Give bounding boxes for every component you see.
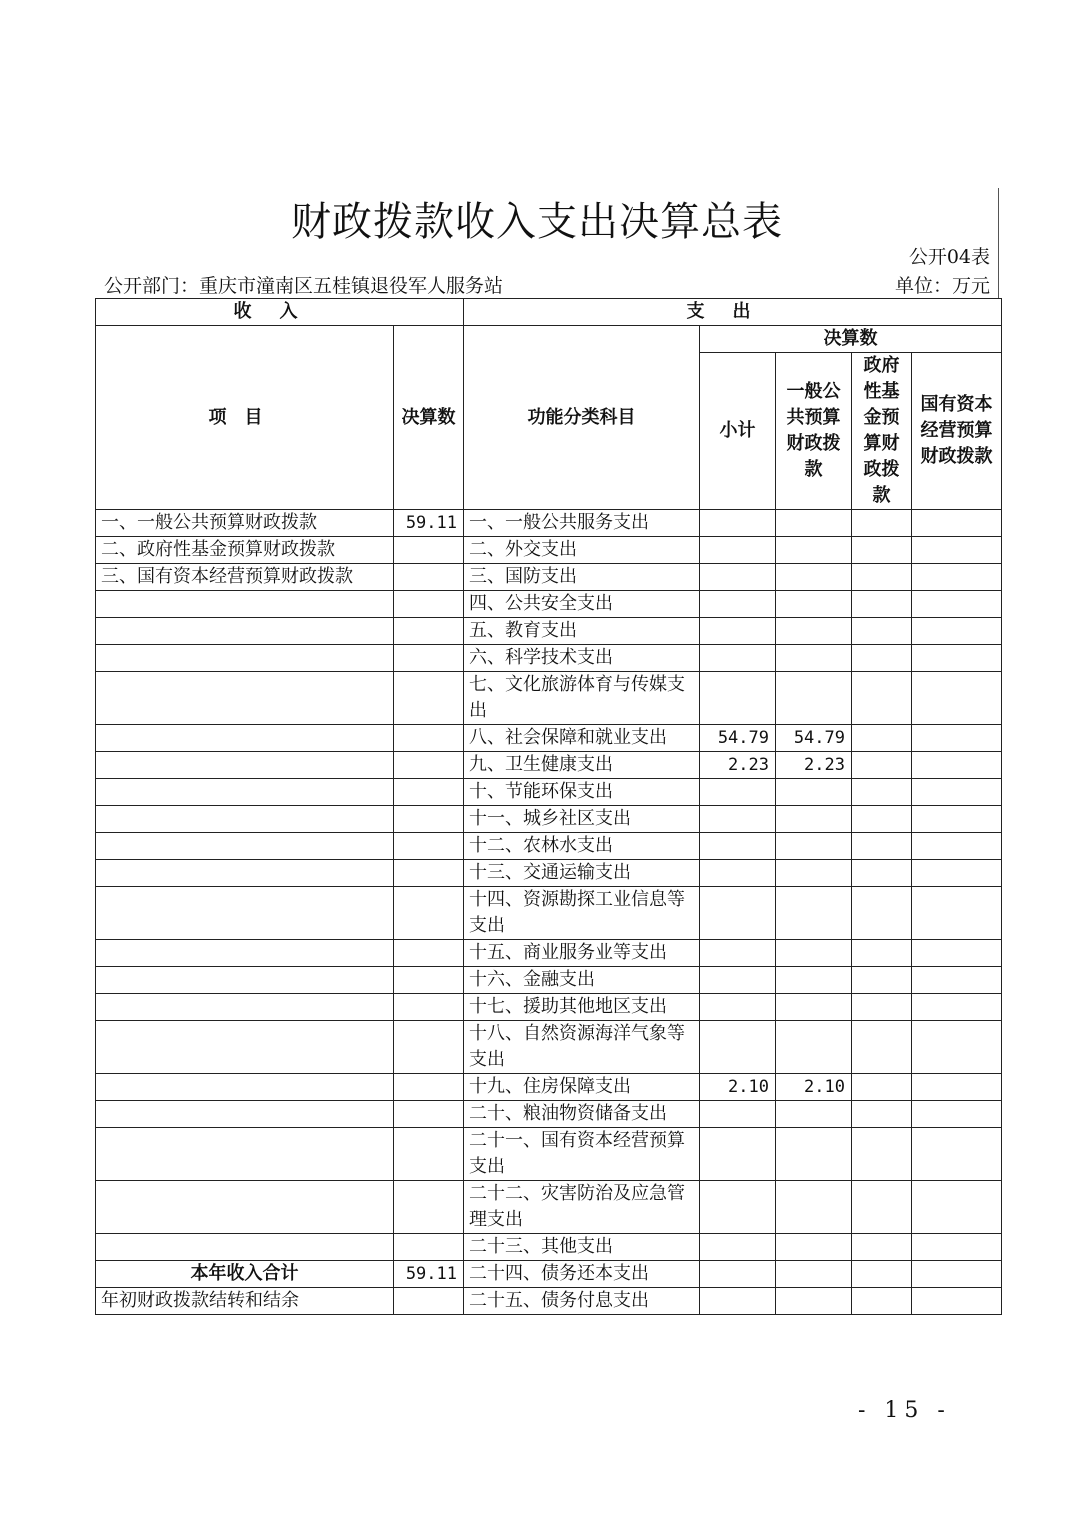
function-class-column-header: 功能分类科目	[464, 326, 700, 510]
page-number: - 15 -	[858, 1398, 951, 1423]
expense-item-cell: 七、文化旅游体育与传媒支出	[464, 672, 700, 725]
table-row	[96, 1234, 1002, 1261]
gov-fund-cell	[852, 887, 912, 940]
expense-item-cell: 十七、援助其他地区支出	[464, 994, 700, 1021]
general-budget-cell	[776, 1288, 852, 1315]
income-amount-cell	[394, 1234, 464, 1261]
general-budget-cell	[776, 994, 852, 1021]
gov-fund-cell	[852, 618, 912, 645]
gov-fund-cell	[852, 537, 912, 564]
subtotal-cell	[700, 645, 776, 672]
income-item-cell	[96, 752, 394, 779]
column-header-row	[96, 326, 1002, 353]
general-budget-cell: 2.23	[776, 752, 852, 779]
general-budget-cell	[776, 591, 852, 618]
table-row	[96, 672, 1002, 725]
expense-section-header: 支出	[464, 299, 1002, 326]
expense-item-cell: 四、公共安全支出	[464, 591, 700, 618]
gov-fund-cell	[852, 564, 912, 591]
income-amount-cell	[394, 1288, 464, 1315]
table-row	[96, 591, 1002, 618]
state-capital-cell	[912, 833, 1002, 860]
subtotal-cell	[700, 1021, 776, 1074]
table-row	[96, 510, 1002, 537]
expense-item-cell: 二十、粮油物资储备支出	[464, 1101, 700, 1128]
general-budget-cell	[776, 833, 852, 860]
budget-summary-table	[95, 298, 1002, 1315]
income-amount-cell: 59.11	[394, 510, 464, 537]
expense-item-cell: 一、一般公共服务支出	[464, 510, 700, 537]
subtotal-cell	[700, 1101, 776, 1128]
expense-item-cell: 十三、交通运输支出	[464, 860, 700, 887]
expense-item-cell: 二十二、灾害防治及应急管理支出	[464, 1181, 700, 1234]
subtotal-cell	[700, 537, 776, 564]
expense-item-cell: 三、国防支出	[464, 564, 700, 591]
income-amount-cell	[394, 806, 464, 833]
income-amount-cell	[394, 725, 464, 752]
subtotal-cell	[700, 618, 776, 645]
income-item-cell	[96, 994, 394, 1021]
general-budget-cell	[776, 1128, 852, 1181]
expense-item-cell: 六、科学技术支出	[464, 645, 700, 672]
subtotal-cell	[700, 1128, 776, 1181]
subtotal-cell	[700, 510, 776, 537]
state-capital-cell	[912, 618, 1002, 645]
subtotal-cell	[700, 967, 776, 994]
document-title: 财政拨款收入支出决算总表	[291, 199, 783, 245]
expense-item-cell: 八、社会保障和就业支出	[464, 725, 700, 752]
general-budget-cell	[776, 806, 852, 833]
state-capital-cell	[912, 806, 1002, 833]
income-item-cell	[96, 1128, 394, 1181]
subtotal-cell: 2.23	[700, 752, 776, 779]
subtotal-cell	[700, 564, 776, 591]
expense-item-cell: 十五、商业服务业等支出	[464, 940, 700, 967]
general-budget-cell	[776, 564, 852, 591]
income-item-cell: 一、一般公共预算财政拨款	[96, 510, 394, 537]
subtotal-column-header: 小计	[700, 353, 776, 510]
general-budget-cell	[776, 779, 852, 806]
income-item-cell	[96, 1234, 394, 1261]
gov-fund-cell	[852, 806, 912, 833]
income-item-cell	[96, 1181, 394, 1234]
subtotal-cell	[700, 779, 776, 806]
state-capital-cell	[912, 725, 1002, 752]
general-budget-cell	[776, 887, 852, 940]
general-budget-cell: 2.10	[776, 1074, 852, 1101]
state-capital-cell	[912, 1181, 1002, 1234]
income-amount-cell	[394, 645, 464, 672]
table-row	[96, 537, 1002, 564]
gov-fund-cell	[852, 591, 912, 618]
income-item-cell	[96, 833, 394, 860]
gov-fund-cell	[852, 1128, 912, 1181]
expense-item-cell: 二十一、国有资本经营预算支出	[464, 1128, 700, 1181]
state-capital-cell	[912, 1288, 1002, 1315]
income-amount-cell	[394, 994, 464, 1021]
general-budget-cell	[776, 645, 852, 672]
state-capital-cell	[912, 967, 1002, 994]
table-row	[96, 1074, 1002, 1101]
table-row	[96, 1128, 1002, 1181]
state-capital-cell	[912, 994, 1002, 1021]
gov-fund-cell	[852, 1261, 912, 1288]
income-section-header: 收入	[96, 299, 464, 326]
gov-fund-cell	[852, 1288, 912, 1315]
income-amount-cell	[394, 860, 464, 887]
table-row	[96, 1101, 1002, 1128]
state-capital-cell	[912, 537, 1002, 564]
income-item-cell	[96, 672, 394, 725]
general-budget-cell	[776, 1234, 852, 1261]
income-item-cell	[96, 940, 394, 967]
income-item-cell	[96, 1021, 394, 1074]
subtotal-cell	[700, 887, 776, 940]
expense-item-cell: 十六、金融支出	[464, 967, 700, 994]
gov-fund-cell	[852, 1101, 912, 1128]
general-budget-cell	[776, 1181, 852, 1234]
gov-fund-cell	[852, 1021, 912, 1074]
subtotal-cell: 54.79	[700, 725, 776, 752]
expense-item-cell: 二、外交支出	[464, 537, 700, 564]
income-item-cell	[96, 806, 394, 833]
state-capital-cell	[912, 940, 1002, 967]
expense-item-cell: 五、教育支出	[464, 618, 700, 645]
expense-item-cell: 十九、住房保障支出	[464, 1074, 700, 1101]
subtotal-cell	[700, 994, 776, 1021]
table-row	[96, 1288, 1002, 1315]
gov-fund-cell	[852, 752, 912, 779]
gov-fund-cell	[852, 994, 912, 1021]
income-item-cell	[96, 725, 394, 752]
expense-item-cell: 十一、城乡社区支出	[464, 806, 700, 833]
income-amount-cell	[394, 887, 464, 940]
table-body	[96, 510, 1002, 1315]
state-capital-cell	[912, 591, 1002, 618]
form-code: 公开04表	[908, 246, 990, 268]
income-amount-cell	[394, 1021, 464, 1074]
table-row	[96, 833, 1002, 860]
income-amount-cell	[394, 672, 464, 725]
table-row	[96, 1261, 1002, 1288]
table-row	[96, 779, 1002, 806]
general-budget-cell	[776, 940, 852, 967]
table-row	[96, 967, 1002, 994]
subtotal-cell	[700, 672, 776, 725]
state-capital-cell	[912, 1261, 1002, 1288]
general-budget-cell	[776, 1021, 852, 1074]
income-item-cell	[96, 1101, 394, 1128]
general-budget-cell	[776, 1101, 852, 1128]
section-header-row	[96, 299, 1002, 326]
income-amount-cell	[394, 591, 464, 618]
subtotal-cell	[700, 833, 776, 860]
gov-fund-cell	[852, 833, 912, 860]
table-row	[96, 752, 1002, 779]
gov-fund-cell	[852, 967, 912, 994]
income-amount-cell	[394, 833, 464, 860]
final-amount-group-header: 决算数	[700, 326, 1002, 353]
income-item-cell	[96, 967, 394, 994]
state-capital-cell	[912, 1128, 1002, 1181]
subtotal-cell	[700, 860, 776, 887]
gov-fund-cell	[852, 940, 912, 967]
state-capital-cell	[912, 1234, 1002, 1261]
state-capital-cell	[912, 887, 1002, 940]
income-amount-cell	[394, 1101, 464, 1128]
general-budget-cell	[776, 1261, 852, 1288]
final-amount-column-header: 决算数	[394, 326, 464, 510]
state-capital-cell	[912, 645, 1002, 672]
income-amount-cell	[394, 779, 464, 806]
income-amount-cell	[394, 1074, 464, 1101]
unit-label: 单位：万元	[894, 275, 990, 297]
gov-fund-cell	[852, 779, 912, 806]
subtotal-cell	[700, 940, 776, 967]
state-capital-column-header: 国有资本经营预算财政拨款	[912, 353, 1002, 510]
gov-fund-column-header: 政府性基金预算财政拨款	[852, 353, 912, 510]
income-amount-cell	[394, 618, 464, 645]
general-budget-cell	[776, 860, 852, 887]
gov-fund-cell	[852, 725, 912, 752]
income-amount-cell	[394, 1181, 464, 1234]
table-row	[96, 940, 1002, 967]
income-item-cell	[96, 887, 394, 940]
general-budget-cell	[776, 672, 852, 725]
expense-item-cell: 二十三、其他支出	[464, 1234, 700, 1261]
state-capital-cell	[912, 860, 1002, 887]
table-row	[96, 1021, 1002, 1074]
department-label: 公开部门：重庆市潼南区五桂镇退役军人服务站	[104, 275, 504, 297]
expense-item-cell: 二十四、债务还本支出	[464, 1261, 700, 1288]
state-capital-cell	[912, 510, 1002, 537]
gov-fund-cell	[852, 1074, 912, 1101]
general-budget-cell	[776, 537, 852, 564]
general-budget-cell: 54.79	[776, 725, 852, 752]
subtotal-cell	[700, 1181, 776, 1234]
expense-item-cell: 十八、自然资源海洋气象等支出	[464, 1021, 700, 1074]
general-budget-column-header: 一般公共预算财政拨款	[776, 353, 852, 510]
state-capital-cell	[912, 1021, 1002, 1074]
subtotal-cell	[700, 1288, 776, 1315]
table-row	[96, 806, 1002, 833]
income-item-cell	[96, 860, 394, 887]
income-item-cell: 年初财政拨款结转和结余	[96, 1288, 394, 1315]
state-capital-cell	[912, 672, 1002, 725]
state-capital-cell	[912, 752, 1002, 779]
expense-item-cell: 二十五、债务付息支出	[464, 1288, 700, 1315]
expense-item-cell: 十二、农林水支出	[464, 833, 700, 860]
income-item-cell	[96, 591, 394, 618]
table-row	[96, 725, 1002, 752]
subtotal-cell	[700, 1234, 776, 1261]
expense-item-cell: 十四、资源勘探工业信息等支出	[464, 887, 700, 940]
income-amount-cell	[394, 752, 464, 779]
state-capital-cell	[912, 779, 1002, 806]
table-row	[96, 887, 1002, 940]
income-item-cell	[96, 645, 394, 672]
income-item-cell	[96, 618, 394, 645]
income-item-cell: 二、政府性基金预算财政拨款	[96, 537, 394, 564]
table-row	[96, 860, 1002, 887]
table-row	[96, 1181, 1002, 1234]
general-budget-cell	[776, 510, 852, 537]
income-item-cell	[96, 1074, 394, 1101]
gov-fund-cell	[852, 672, 912, 725]
table-row	[96, 645, 1002, 672]
subtotal-cell: 2.10	[700, 1074, 776, 1101]
income-amount-cell	[394, 1128, 464, 1181]
expense-item-cell: 十、节能环保支出	[464, 779, 700, 806]
state-capital-cell	[912, 564, 1002, 591]
subtotal-cell	[700, 1261, 776, 1288]
income-amount-cell: 59.11	[394, 1261, 464, 1288]
expense-item-cell: 九、卫生健康支出	[464, 752, 700, 779]
subtotal-cell	[700, 806, 776, 833]
gov-fund-cell	[852, 645, 912, 672]
gov-fund-cell	[852, 860, 912, 887]
subtotal-cell	[700, 591, 776, 618]
table-row	[96, 564, 1002, 591]
gov-fund-cell	[852, 1234, 912, 1261]
income-amount-cell	[394, 537, 464, 564]
gov-fund-cell	[852, 510, 912, 537]
table-row	[96, 618, 1002, 645]
income-amount-cell	[394, 564, 464, 591]
state-capital-cell	[912, 1101, 1002, 1128]
table-row	[96, 994, 1002, 1021]
income-item-cell: 三、国有资本经营预算财政拨款	[96, 564, 394, 591]
item-column-header: 项目	[96, 326, 394, 510]
gov-fund-cell	[852, 1181, 912, 1234]
general-budget-cell	[776, 618, 852, 645]
income-amount-cell	[394, 940, 464, 967]
income-amount-cell	[394, 967, 464, 994]
income-item-cell: 本年收入合计	[96, 1261, 394, 1288]
state-capital-cell	[912, 1074, 1002, 1101]
general-budget-cell	[776, 967, 852, 994]
income-item-cell	[96, 779, 394, 806]
